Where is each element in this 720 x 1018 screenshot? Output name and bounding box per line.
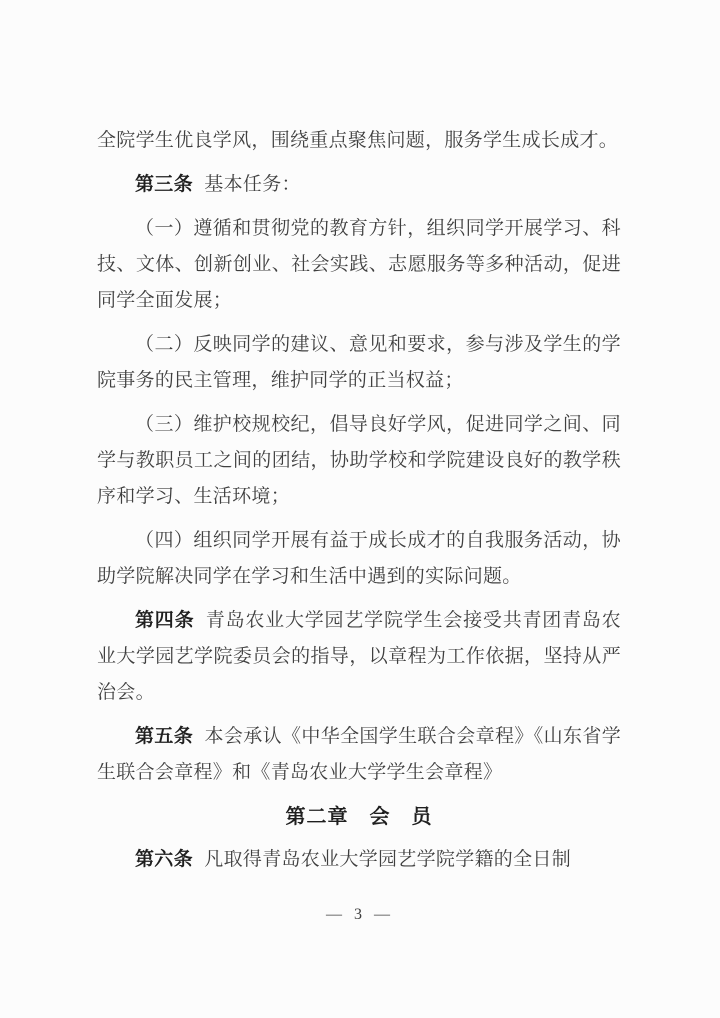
clause-2-text: （二）反映同学的建议、意见和要求，参与涉及学生的学院事务的民主管理，维护同学的正当权益； [97,334,621,391]
clause-4-paragraph [97,523,621,595]
article-4-paragraph [97,603,621,711]
clause-3-text: （三）维护校规校纪，倡导良好学风，促进同学之间、同学与教职员工之间的团结，协助学校和学院建设良好的教学秩序和学习、生活环境； [97,414,621,507]
clause-2-paragraph [97,327,621,399]
article-3-number: 第三条 [135,174,193,195]
article-6-text: 凡取得青岛农业大学园艺学院学籍的全日制 [204,849,571,870]
article-5-paragraph [97,719,621,791]
document-body [97,123,621,886]
clause-1-text: （一）遵循和贯彻党的教育方针，组织同学开展学习、科技、文体、创新创业、社会实践、志愿服务等多种活动，促进同学全面发展； [97,218,621,311]
article-6-number: 第六条 [135,849,193,870]
article-3-text: 基本任务： [204,174,301,195]
clause-4-text: （四）组织同学开展有益于成长成才的自我服务活动，协助学院解决同学在学习和生活中遇到的实际问题。 [97,530,621,587]
article-3-paragraph [97,167,621,203]
clause-1-paragraph [97,211,621,319]
clause-3-paragraph [97,407,621,515]
continuation-text: 全院学生优良学风，围绕重点聚焦问题，服务学生成长成才。 [97,130,619,151]
page-number: — 3 — [326,906,394,923]
article-4-number: 第四条 [135,610,195,631]
article-5-number: 第五条 [135,726,194,747]
article-5-text: 本会承认《中华全国学生联合会章程》《山东省学生联合会章程》和《青岛农业大学学生会章程》 [97,726,621,783]
article-4-text: 青岛农业大学园艺学院学生会接受共青团青岛农业大学园艺学院委员会的指导，以章程为工作依据，坚持从严治会。 [97,610,621,703]
chapter-2-heading: 第二章 会 员 [285,806,433,828]
article-6-paragraph [97,842,621,878]
continuation-paragraph [97,123,621,159]
